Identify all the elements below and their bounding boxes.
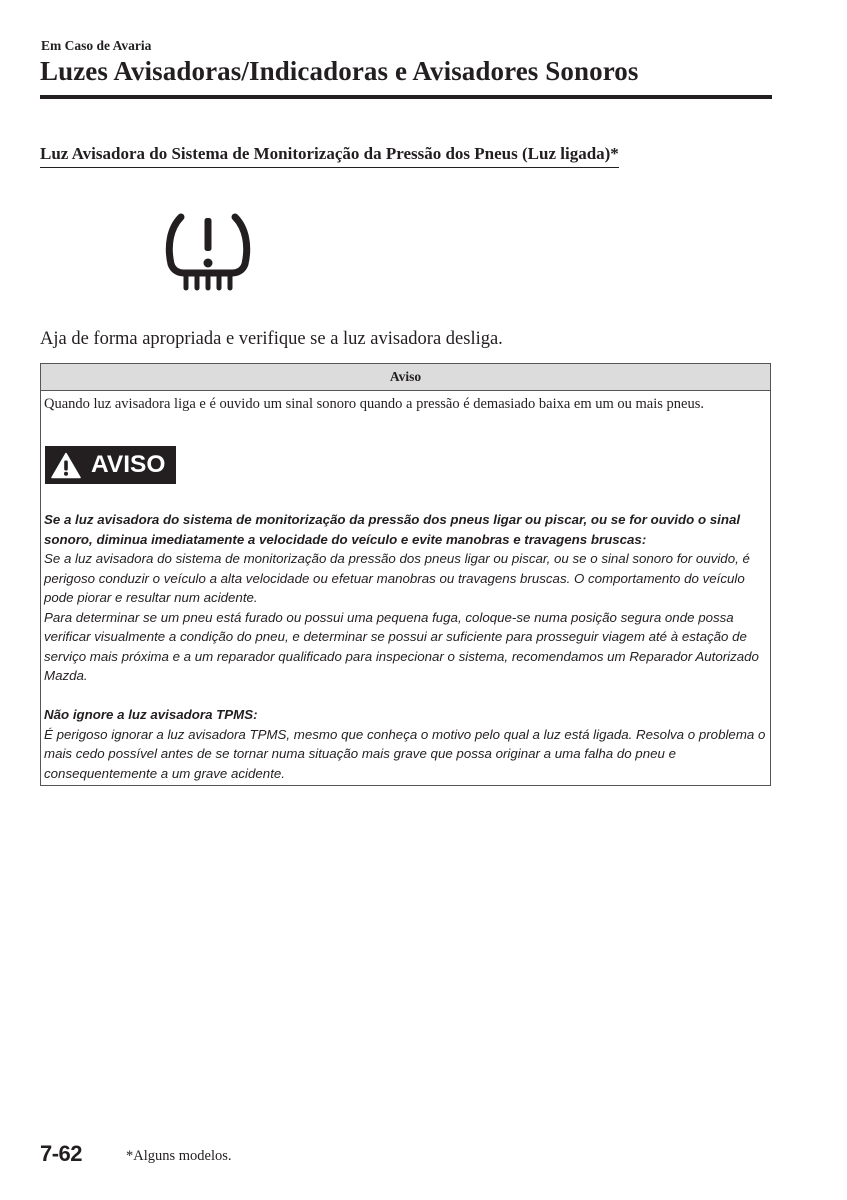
- warning-2-title: Não ignore a luz avisadora TPMS:: [44, 707, 258, 722]
- subsection-title: Luz Avisadora do Sistema de Monitorização da Pressão dos Pneus (Luz ligada)*: [40, 144, 619, 168]
- page-title: Luzes Avisadoras/Indicadoras e Avisadores Sonoros: [40, 56, 639, 86]
- footnote: *Alguns modelos.: [126, 1148, 232, 1164]
- aviso-intro-text: Quando luz avisadora liga e é ouvido um sinal sonoro quando a pressão é demasiado baixa em um ou mais pneus.: [44, 396, 704, 412]
- intro-text: Aja de forma apropriada e verifique se a luz avisadora desliga.: [40, 329, 503, 349]
- warning-1-paragraph-1: Se a luz avisadora do sistema de monitorização da pressão dos pneus ligar ou piscar, ou se o sinal sonoro for ouvido, é perigoso conduzir o veículo a alta velocidade ou efetuar manobras ou travagens bruscas. O comportamento do veículo pode piorar e resultar num acidente.: [44, 551, 750, 605]
- title-divider: [40, 95, 772, 99]
- aviso-box: [40, 363, 771, 786]
- warning-1-paragraph-2: Para determinar se um pneu está furado ou possui uma pequena fuga, coloque-se numa posição segura onde possa verificar visualmente a condição do pneu, e determinar se possui ar suficiente para prosseguir viagem até à estação de serviço mais próxima e a um reparador qualificado para inspecionar o sistema, recomendamos um Reparador Autorizado Mazda.: [44, 609, 759, 683]
- section-label: Em Caso de Avaria: [41, 38, 152, 53]
- page-number: 7-62: [40, 1141, 83, 1166]
- warning-body: [44, 510, 768, 783]
- warning-1-title: Se a luz avisadora do sistema de monitorização da pressão dos pneus ligar ou piscar, ou se for ouvido o sinal sonoro, diminua imediatamente a velocidade do veículo e evite manobras e travagens bruscas:: [44, 512, 741, 547]
- warning-2-paragraph: É perigoso ignorar a luz avisadora TPMS, mesmo que conheça o motivo pelo qual a luz está ligada. Resolva o problema o mais cedo possível antes de se tornar numa situação mais grave que possa originar a uma falha do pneu e consequentemente a um grave acidente.: [44, 726, 766, 781]
- warning-badge-label: AVISO: [91, 451, 166, 478]
- warning-badge: [45, 446, 176, 484]
- warning-triangle-icon: [51, 452, 81, 479]
- aviso-box-header: Aviso: [41, 364, 770, 391]
- tire-pressure-warning-icon: [160, 206, 256, 296]
